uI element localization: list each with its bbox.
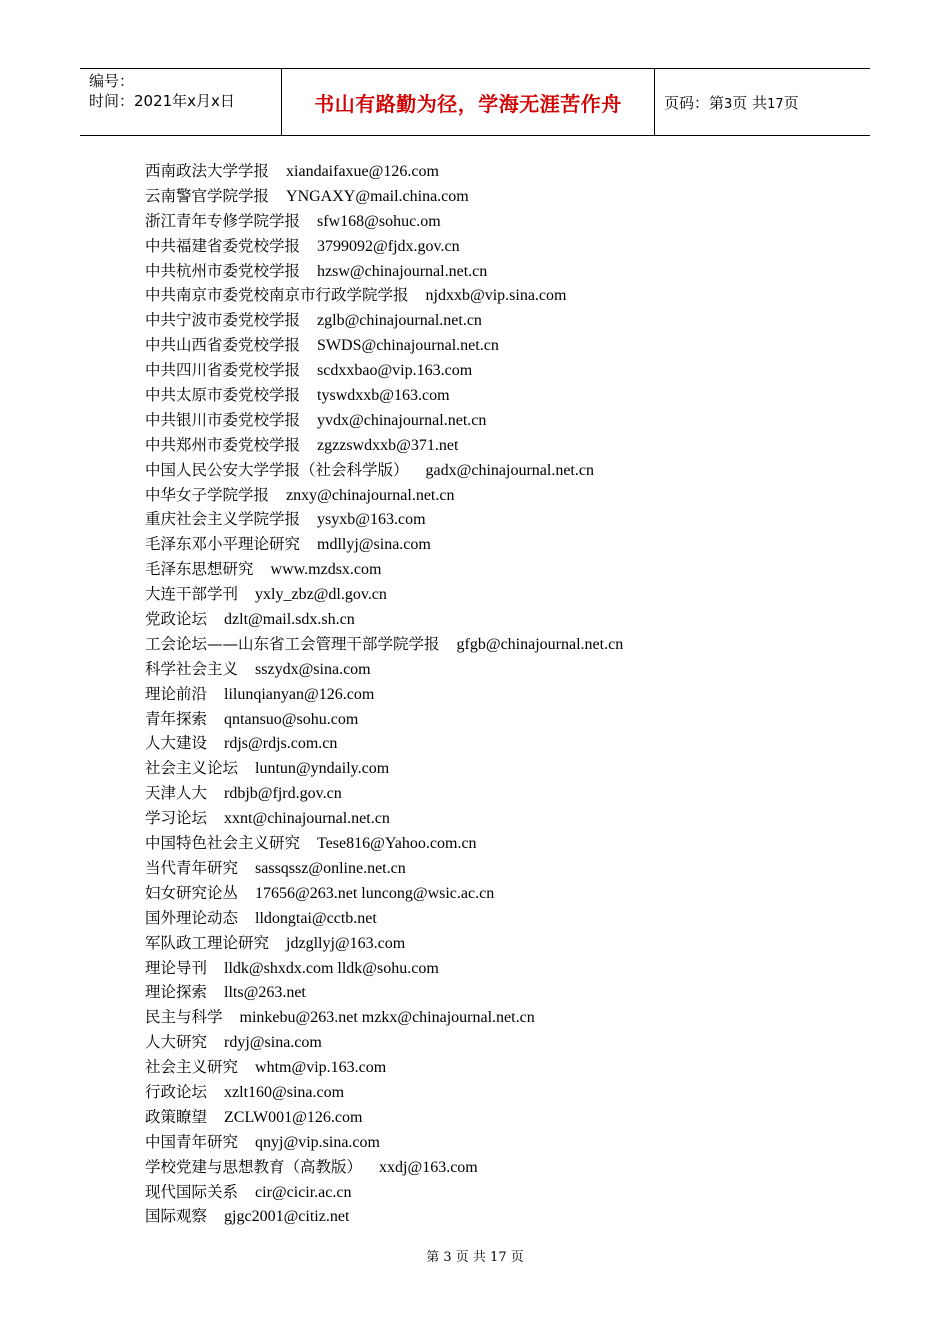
list-item [145, 507, 865, 532]
list-item [145, 383, 865, 408]
journal-name: 中共福建省委党校学报 [145, 236, 301, 255]
journal-contact: llts@263.net [224, 984, 306, 1002]
journal-contact: lilunqianyan@126.com [224, 685, 375, 703]
journal-contact: xiandaifaxue@126.com [286, 163, 439, 180]
journal-contact: sassqssz@online.net.cn [255, 859, 406, 877]
list-item [145, 756, 865, 781]
journal-name: 中国青年研究 [145, 1132, 239, 1151]
list-item [145, 532, 865, 557]
list-item [145, 931, 865, 956]
page-total: 17 [767, 96, 784, 112]
journal-name: 中共太原市委党校学报 [145, 386, 301, 405]
journal-contact: yvdx@chinajournal.net.cn [317, 411, 487, 429]
list-item [145, 209, 865, 234]
list-item [145, 159, 865, 184]
journal-name: 毛泽东思想研究 [145, 560, 254, 579]
list-item [145, 806, 865, 831]
journal-contact: dzlt@mail.sdx.sh.cn [224, 611, 355, 629]
journal-contact: whtm@vip.163.com [255, 1059, 387, 1077]
journal-contact: minkebu@263.net mzkx@chinajournal.net.cn [239, 1009, 535, 1027]
list-item [145, 607, 865, 632]
header-motto-cell [282, 69, 655, 135]
list-item [145, 906, 865, 931]
list-item [145, 1005, 865, 1030]
list-item [145, 707, 865, 732]
journal-name: 行政论坛 [145, 1082, 208, 1101]
journal-contact: zglb@chinajournal.net.cn [317, 312, 482, 330]
journal-name: 西南政法大学学报 [145, 162, 270, 180]
journal-name: 中共山西省委党校学报 [145, 336, 301, 355]
journal-name: 社会主义研究 [145, 1058, 239, 1077]
journal-name: 云南警官学院学报 [145, 186, 270, 205]
list-item [145, 582, 865, 607]
journal-contact: www.mzdsx.com [270, 561, 382, 579]
list-item [145, 1130, 865, 1155]
list-item [145, 831, 865, 856]
page-suffix: 页 [783, 93, 799, 112]
journal-contact: tyswdxxb@163.com [317, 387, 450, 405]
journal-name: 中共郑州市委党校学报 [145, 435, 301, 454]
journal-contact: qntansuo@sohu.com [224, 710, 359, 728]
journal-contact: 17656@263.net luncong@wsic.ac.cn [255, 884, 495, 902]
journal-name: 中共南京市委党校南京市行政学院学报 [145, 286, 409, 305]
journal-contact: rdyj@sina.com [224, 1034, 322, 1052]
list-item [145, 1180, 865, 1205]
list-item [145, 781, 865, 806]
list-item [145, 234, 865, 259]
journal-name: 中国人民公安大学学报（社会科学版） [145, 460, 409, 479]
journal-contact: sszydx@sina.com [255, 660, 371, 678]
list-item [145, 483, 865, 508]
journal-contact: rdbjb@fjrd.gov.cn [224, 785, 342, 803]
journal-name: 军队政工理论研究 [145, 933, 270, 952]
header-page-cell [655, 69, 870, 135]
journal-name: 中国特色社会主义研究 [145, 834, 301, 853]
list-item [145, 283, 865, 308]
journal-name: 重庆社会主义学院学报 [145, 510, 301, 529]
journal-name: 理论探索 [145, 983, 208, 1002]
journal-name: 党政论坛 [145, 610, 208, 629]
list-item [145, 433, 865, 458]
list-item [145, 1055, 865, 1080]
journal-name: 中华女子学院学报 [145, 485, 270, 504]
journal-name: 妇女研究论丛 [145, 883, 239, 902]
list-item [145, 458, 865, 483]
list-item [145, 408, 865, 433]
journal-contact: cir@cicir.ac.cn [255, 1183, 352, 1201]
list-item [145, 1105, 865, 1130]
journal-contact: ysyxb@163.com [317, 511, 426, 529]
journal-name: 人大研究 [145, 1033, 208, 1052]
journal-contact: luntun@yndaily.com [255, 760, 390, 778]
journal-name: 青年探索 [145, 709, 208, 728]
journal-name: 工会论坛——山东省工会管理干部学院学报 [145, 634, 440, 653]
journal-contact: sfw168@sohuc.om [317, 212, 441, 230]
journal-contact: SWDS@chinajournal.net.cn [317, 337, 499, 355]
list-item [145, 358, 865, 383]
journal-list [145, 159, 865, 1229]
journal-contact: ZCLW001@126.com [224, 1108, 363, 1126]
list-item [145, 259, 865, 284]
list-item [145, 657, 865, 682]
list-item [145, 682, 865, 707]
journal-contact: gjgc2001@citiz.net [224, 1208, 350, 1226]
journal-name: 政策瞭望 [145, 1107, 208, 1126]
list-item [145, 632, 865, 657]
list-item [145, 1204, 865, 1229]
journal-contact: zgzzswdxxb@371.net [317, 436, 459, 454]
motto: 书山有路勤为径，学海无涯苦作舟 [314, 91, 622, 116]
journal-contact: mdllyj@sina.com [317, 536, 431, 554]
time-label: 时间：2021年x月x日 [89, 92, 235, 110]
list-item [145, 856, 865, 881]
journal-contact: lldk@shxdx.com lldk@sohu.com [224, 959, 439, 977]
serial-label: 编号： [89, 72, 135, 90]
page-mid: 页 共 [732, 93, 768, 112]
journal-name: 学校党建与思想教育（高教版） [145, 1157, 363, 1176]
journal-contact: lldongtai@cctb.net [255, 909, 377, 927]
journal-contact: xzlt160@sina.com [224, 1083, 345, 1101]
page-header [80, 68, 870, 136]
journal-name: 中共杭州市委党校学报 [145, 261, 301, 280]
journal-contact: rdjs@rdjs.com.cn [224, 735, 338, 753]
journal-contact: hzsw@chinajournal.net.cn [317, 262, 488, 280]
journal-name: 天津人大 [145, 784, 208, 803]
page-footer: 第 3 页 共 17 页 [426, 1250, 524, 1265]
journal-name: 毛泽东邓小平理论研究 [145, 535, 301, 554]
journal-contact: scdxxbao@vip.163.com [317, 362, 473, 380]
journal-contact: Tese816@Yahoo.com.cn [317, 835, 477, 853]
journal-name: 民主与科学 [145, 1008, 223, 1027]
page-prefix: 页码：第 [664, 93, 725, 112]
journal-name: 中共银川市委党校学报 [145, 410, 301, 429]
journal-contact: yxly_zbz@dl.gov.cn [255, 586, 387, 604]
page-indicator [664, 92, 799, 113]
journal-contact: njdxxb@vip.sina.com [425, 287, 567, 305]
journal-name: 理论前沿 [145, 684, 208, 703]
journal-name: 现代国际关系 [145, 1182, 239, 1201]
journal-name: 社会主义论坛 [145, 759, 239, 778]
header-meta [80, 69, 282, 135]
list-item [145, 1030, 865, 1055]
journal-contact: xxnt@chinajournal.net.cn [224, 810, 390, 828]
journal-name: 中共宁波市委党校学报 [145, 311, 301, 330]
journal-name: 大连干部学刊 [145, 585, 239, 604]
journal-contact: YNGAXY@mail.china.com [286, 187, 469, 205]
list-item [145, 881, 865, 906]
journal-name: 人大建设 [145, 734, 208, 753]
list-item [145, 731, 865, 756]
list-item [145, 1080, 865, 1105]
list-item [145, 557, 865, 582]
journal-contact: gfgb@chinajournal.net.cn [456, 635, 624, 653]
journal-contact: jdzgllyj@163.com [286, 934, 406, 952]
journal-name: 科学社会主义 [145, 659, 239, 678]
list-item [145, 980, 865, 1005]
list-item [145, 956, 865, 981]
journal-name: 国际观察 [145, 1207, 208, 1226]
journal-contact: znxy@chinajournal.net.cn [286, 486, 455, 504]
journal-name: 学习论坛 [145, 809, 208, 828]
journal-contact: qnyj@vip.sina.com [255, 1133, 380, 1151]
journal-contact: 3799092@fjdx.gov.cn [317, 237, 460, 255]
list-item [145, 333, 865, 358]
journal-name: 国外理论动态 [145, 908, 239, 927]
journal-name: 浙江青年专修学院学报 [145, 211, 301, 230]
journal-name: 当代青年研究 [145, 858, 239, 877]
journal-name: 中共四川省委党校学报 [145, 361, 301, 380]
list-item [145, 308, 865, 333]
journal-contact: xxdj@163.com [379, 1158, 478, 1176]
list-item [145, 1155, 865, 1180]
list-item [145, 184, 865, 209]
page-current: 3 [724, 96, 733, 112]
journal-contact: gadx@chinajournal.net.cn [425, 461, 594, 479]
journal-name: 理论导刊 [145, 958, 208, 977]
